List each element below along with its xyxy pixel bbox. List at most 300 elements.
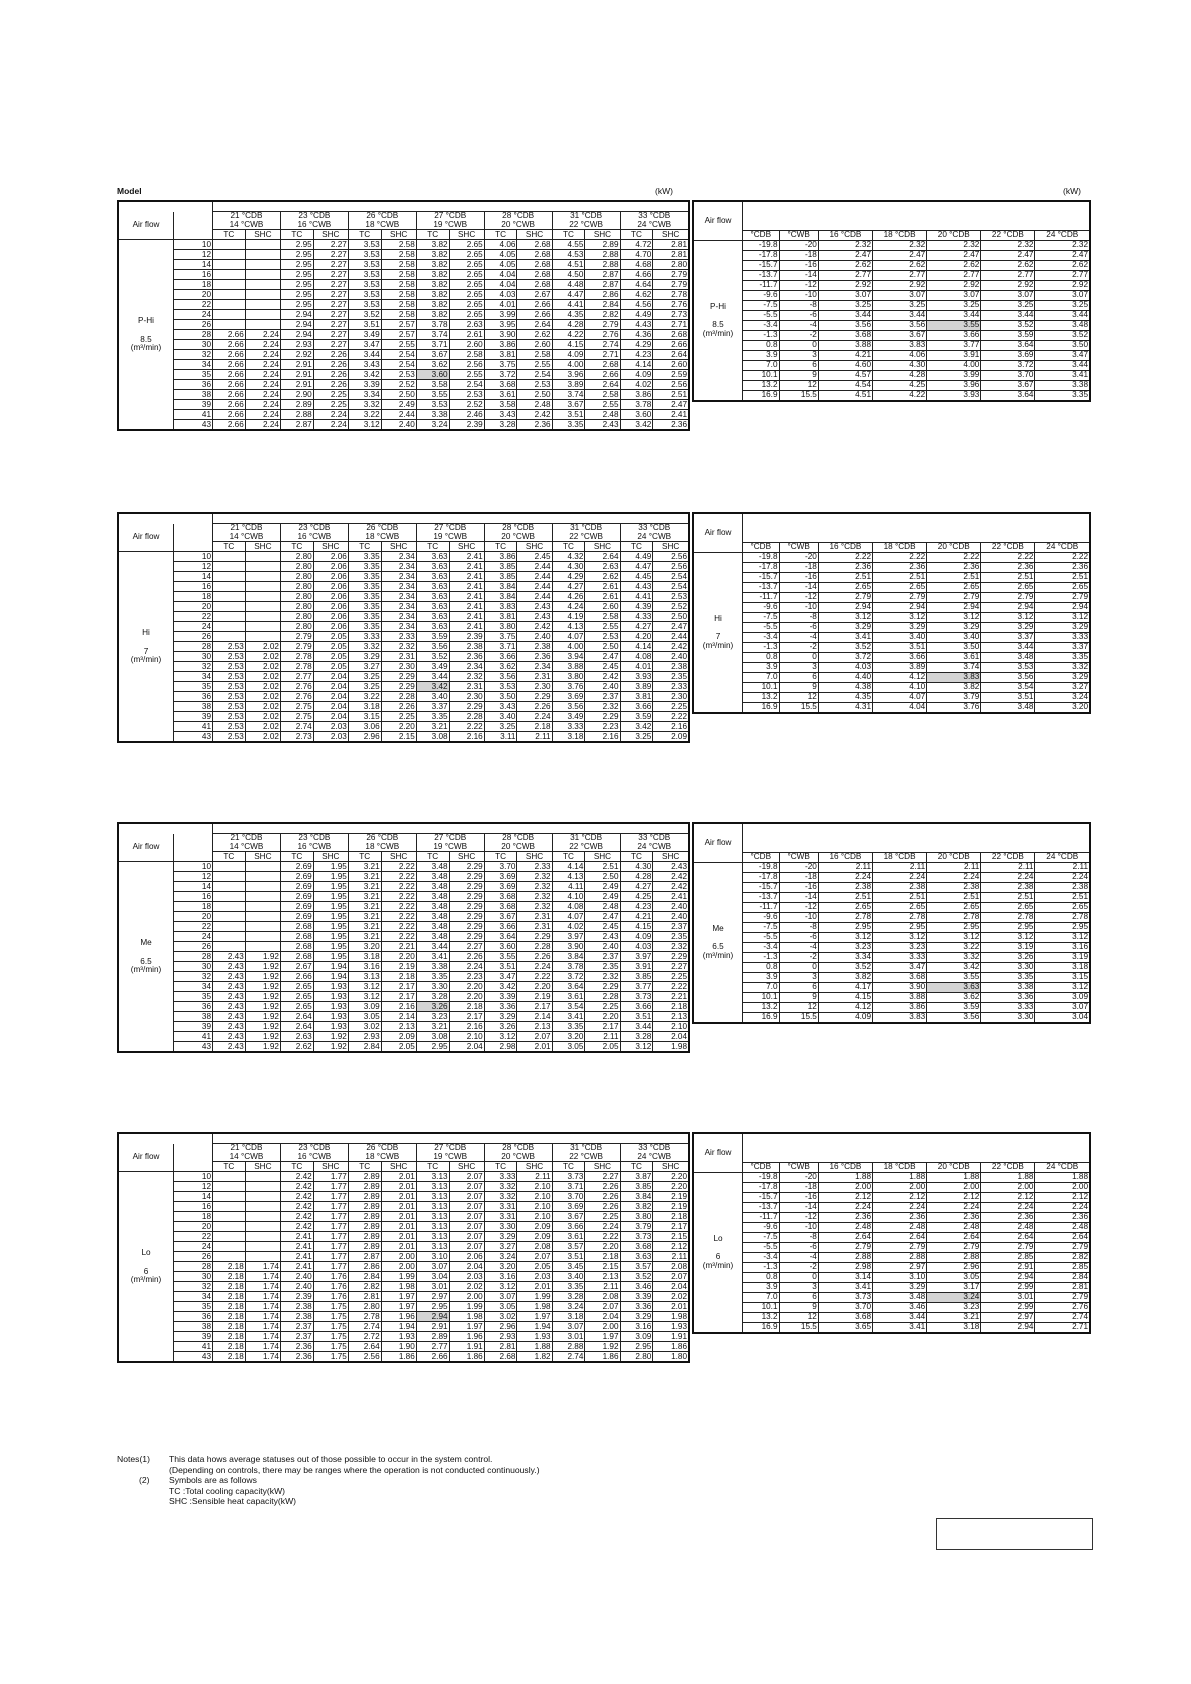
cool-value: 4.09 [552,350,585,360]
cool-value: 2.24 [585,1222,620,1232]
heat-value: 2.94 [1035,603,1090,613]
cool-value: 3.73 [620,1232,653,1242]
cool-value: 2.34 [381,552,416,562]
cool-value: 3.67 [552,1212,585,1222]
cool-value: 2.26 [585,1182,620,1192]
cool-value: 2.80 [280,562,313,572]
heat-value: 2.64 [1035,1233,1090,1243]
cool-value: 2.30 [517,682,552,692]
cool-value: 2.78 [280,652,313,662]
cool-value: 3.86 [620,390,653,400]
heat-value: 2.47 [818,251,872,261]
cool-row [118,672,689,682]
cool-value: 2.11 [517,732,552,743]
cool-row [118,892,689,902]
heat-value: 2.77 [927,271,981,281]
cool-value: 2.66 [213,340,246,350]
heat-value: -9.6 [743,1223,780,1233]
cool-value: 2.04 [313,702,348,712]
heat-value: -12 [779,593,818,603]
heat-value: 9 [779,1303,818,1313]
heat-value: 1.88 [873,1173,927,1183]
heat-row [693,573,1090,583]
outdoor-temp: 18 [174,592,213,602]
cool-value: 2.02 [245,712,280,722]
cool-value: 2.64 [280,1012,313,1022]
cool-value: 2.24 [313,410,348,420]
cool-value: 2.73 [653,310,689,320]
cool-row [118,240,689,250]
cool-value: 1.95 [313,862,348,872]
cool-value: 2.16 [653,722,689,732]
cool-value: 3.66 [484,652,517,662]
cool-value: 2.29 [449,702,484,712]
heat-value: 10.1 [743,683,780,693]
heat-value: 2.32 [981,241,1035,251]
cool-value: 2.32 [381,642,416,652]
cool-value: 2.30 [381,662,416,672]
cool-value: 1.93 [381,1332,416,1342]
cool-value: 2.29 [449,932,484,942]
heat-row [693,643,1090,653]
heat-value: 3.83 [927,673,981,683]
cool-value: 2.88 [280,410,313,420]
outdoor-temp: 43 [174,1042,213,1053]
cool-value: 4.05 [484,250,517,260]
cool-value: 2.18 [449,1002,484,1012]
cool-value: 2.41 [653,410,689,420]
cool-value [213,632,246,642]
heat-row [693,693,1090,703]
cool-value: 2.36 [653,420,689,431]
cool-value: 2.80 [280,552,313,562]
cool-value: 2.52 [449,400,484,410]
cool-value: 3.34 [348,390,381,400]
cool-value: 2.53 [213,642,246,652]
heat-row [693,1183,1090,1193]
heat-value: 3.55 [927,973,981,983]
cool-value: 2.56 [653,380,689,390]
cool-row [118,1032,689,1042]
cool-value: 2.43 [213,1012,246,1022]
cool-value: 2.89 [585,240,620,250]
heat-value: 2.24 [1035,873,1090,883]
cool-value: 4.72 [620,240,653,250]
cool-value: 2.04 [313,712,348,722]
cool-value: 2.54 [653,572,689,582]
cool-value: 3.72 [484,370,517,380]
cool-value: 4.41 [620,592,653,602]
cool-value: 2.04 [449,1262,484,1272]
heat-value: 3.62 [927,993,981,1003]
cool-value: 2.75 [280,702,313,712]
cool-value: 2.32 [449,672,484,682]
heat-value: 3.59 [981,331,1035,341]
cool-value: 2.01 [653,1302,689,1312]
cool-value: 3.24 [416,420,449,431]
cool-value: 2.41 [280,1242,313,1252]
heat-value: 3.48 [1035,321,1090,331]
cool-value: 2.29 [585,712,620,722]
heat-value: 1.88 [818,1173,872,1183]
heat-value: 3.09 [1035,993,1090,1003]
cool-value: 2.38 [449,642,484,652]
cool-value [245,592,280,602]
cool-value: 2.68 [280,932,313,942]
cool-value: 2.55 [585,400,620,410]
outdoor-temp: 35 [174,1302,213,1312]
cool-value: 2.10 [517,1212,552,1222]
heat-row [693,1293,1090,1303]
cool-value: 2.79 [280,642,313,652]
cool-value: 3.83 [484,602,517,612]
cool-value: 1.95 [313,892,348,902]
heat-value: 3.65 [818,1323,872,1334]
cool-col-header [416,524,484,542]
cool-value [213,1192,246,1202]
cool-value: 3.06 [348,722,381,732]
cool-value: 3.63 [416,572,449,582]
cool-value: 2.12 [653,1242,689,1252]
cool-value: 2.26 [381,702,416,712]
cool-value [213,552,246,562]
cool-value: 4.02 [620,380,653,390]
heat-value: 3.07 [818,291,872,301]
heat-top-blank [743,1133,1091,1163]
cool-value: 2.52 [381,380,416,390]
heat-value: 2.00 [927,1183,981,1193]
cool-value: 3.28 [416,992,449,1002]
outdoor-temp: 18 [174,280,213,290]
cool-top-blank [213,823,690,834]
heat-value: -14 [779,583,818,593]
cool-value: 2.43 [213,962,246,972]
heat-value: 3.19 [1035,953,1090,963]
cool-value: 3.72 [552,972,585,982]
cool-col-header [213,524,281,542]
cool-value: 2.37 [585,692,620,702]
cool-value: 2.87 [348,1252,381,1262]
heat-value: 2.79 [1035,1243,1090,1253]
heat-value: 3.52 [818,963,872,973]
cool-value: 3.44 [348,350,381,360]
cool-value: 3.57 [552,1242,585,1252]
heat-col-header: °CWB [779,1163,818,1173]
cool-cwb: 16 °CWB [297,841,332,851]
cool-value: 1.77 [313,1232,348,1242]
cool-value: 4.03 [484,290,517,300]
cool-value: 2.06 [313,582,348,592]
cool-value: 3.22 [348,410,381,420]
cool-value: 3.35 [552,420,585,431]
cool-value: 2.80 [348,1302,381,1312]
cool-value: 2.38 [653,662,689,672]
cool-value: 2.07 [517,1252,552,1262]
cool-row [118,972,689,982]
mode-label: Hi [142,628,150,638]
heat-value: -1.3 [743,1263,780,1273]
cool-value: 3.32 [348,400,381,410]
heat-row [693,331,1090,341]
heat-flow-unit: (m³/min) [702,640,734,650]
tc-header: TC [552,1162,585,1172]
heat-col-header: 18 °CDB [873,543,927,553]
cool-value: 3.25 [484,722,517,732]
heat-value: 3.23 [927,1303,981,1313]
flow-value: 6.5 [140,956,152,966]
cool-value: 2.40 [585,942,620,952]
cool-value: 1.95 [313,922,348,932]
cool-value: 3.32 [484,1192,517,1202]
cool-value: 2.47 [585,912,620,922]
cool-value: 2.27 [653,962,689,972]
heat-value: 2.77 [981,271,1035,281]
heat-col-header: 18 °CDB [873,853,927,863]
outdoor-temp: 41 [174,1032,213,1042]
cool-value: 2.42 [280,1222,313,1232]
heat-value: 2.12 [1035,1193,1090,1203]
heat-value: 2.38 [927,883,981,893]
heat-col-header: 20 °CDB [927,853,981,863]
cool-value: 2.24 [449,962,484,972]
cool-value: 2.37 [280,1332,313,1342]
tc-header: TC [280,1162,313,1172]
cool-value: 2.94 [280,320,313,330]
cool-value: 3.43 [484,702,517,712]
cool-value: 2.43 [585,932,620,942]
cool-value: 2.36 [280,1342,313,1352]
cool-value [245,250,280,260]
heat-value: -11.7 [743,281,780,291]
cool-value: 3.12 [348,420,381,431]
cool-value: 3.13 [348,972,381,982]
heat-value: 3.18 [1035,963,1090,973]
cool-value: 2.05 [313,662,348,672]
shc-header: SHC [449,230,484,240]
cool-value: 2.95 [280,280,313,290]
cool-value: 3.95 [484,320,517,330]
heat-value: 3.27 [1035,683,1090,693]
heat-value: 3.86 [873,1003,927,1013]
cool-value: 2.40 [280,1282,313,1292]
cool-value: 3.66 [620,702,653,712]
cool-value: 1.80 [653,1352,689,1363]
cool-col-header [552,524,620,542]
tc-header: TC [416,542,449,552]
heat-row [693,553,1090,563]
heat-value: 6 [779,673,818,683]
cool-row [118,1172,689,1182]
cool-cwb: 24 °CWB [637,531,672,541]
cool-value: 3.37 [416,702,449,712]
cool-value: 2.41 [449,582,484,592]
heat-value: 3.82 [818,973,872,983]
heat-value: -9.6 [743,913,780,923]
cool-value: 2.19 [653,1192,689,1202]
cool-value: 3.30 [484,1222,517,1232]
heat-col-header: °CWB [779,231,818,241]
tc-header: TC [620,230,653,240]
cool-value: 2.68 [653,330,689,340]
cool-cwb: 24 °CWB [637,219,672,229]
cool-value: 3.85 [620,1182,653,1192]
cool-value: 2.44 [517,582,552,592]
outdoor-temp: 30 [174,962,213,972]
cool-value: 2.34 [381,602,416,612]
heat-value: -15.7 [743,1193,780,1203]
cool-value: 2.27 [313,340,348,350]
heating-table-p-hi [692,200,1091,402]
cool-row [118,290,689,300]
heat-value: 3.76 [927,703,981,714]
outdoor-temp: 16 [174,270,213,280]
cool-value: 3.20 [348,942,381,952]
cool-value [213,862,246,872]
cool-cdb: 21 °CDB [230,833,263,842]
heat-value: 2.51 [981,893,1035,903]
cool-value: 1.75 [313,1332,348,1342]
shc-header: SHC [245,852,280,862]
cool-value: 2.38 [280,1302,313,1312]
heat-value: 0 [779,1273,818,1283]
cool-value: 2.11 [585,1282,620,1292]
cool-value: 3.97 [552,932,585,942]
heat-value: 3.37 [1035,643,1090,653]
heat-value: 4.28 [873,371,927,381]
cool-value: 2.69 [280,872,313,882]
cool-value: 2.87 [585,270,620,280]
cool-value: 2.04 [313,682,348,692]
heat-row [693,923,1090,933]
heat-col-header: 24 °CDB [1035,543,1090,553]
cool-value: 2.82 [348,1282,381,1292]
cool-value: 1.99 [381,1272,416,1282]
cool-row [118,1262,689,1272]
heat-top-blank [743,823,1091,853]
cool-value: 1.74 [245,1322,280,1332]
cool-value: 2.98 [484,1042,517,1053]
outdoor-temp: 16 [174,892,213,902]
cool-value: 3.40 [484,712,517,722]
cool-value: 2.79 [653,280,689,290]
cool-value: 4.48 [552,280,585,290]
cool-value: 2.27 [313,290,348,300]
heat-value: -17.8 [743,873,780,883]
cool-value: 3.23 [416,1012,449,1022]
cool-value: 2.91 [280,360,313,370]
cool-value: 3.84 [484,592,517,602]
cool-value: 2.53 [213,652,246,662]
outdoor-temp: 24 [174,622,213,632]
heat-value: 3.17 [927,1283,981,1293]
cool-value: 3.80 [552,672,585,682]
cool-cwb: 22 °CWB [569,531,603,541]
cool-value: 2.07 [449,1232,484,1242]
cool-value: 2.18 [213,1262,246,1272]
flow-unit: (m³/min) [130,1274,162,1284]
shc-header: SHC [585,542,620,552]
heat-value: 13.2 [743,1003,780,1013]
cool-value: 3.31 [484,1212,517,1222]
cool-value: 4.68 [620,260,653,270]
heat-value: 3.69 [981,351,1035,361]
heat-value: 2.84 [1035,1273,1090,1283]
cool-value: 2.43 [213,1022,246,1032]
cool-value: 3.36 [620,1302,653,1312]
cool-row [118,862,689,872]
cool-value: 4.25 [620,892,653,902]
heat-col-header: °CDB [743,853,780,863]
heat-value: 3 [779,663,818,673]
cool-value: 4.70 [620,250,653,260]
heat-value: 2.24 [927,873,981,883]
heat-value: 3.12 [927,933,981,943]
outdoor-temp: 39 [174,400,213,410]
outdoor-temp: 30 [174,1272,213,1282]
cool-cwb: 19 °CWB [433,841,468,851]
cool-value: 1.75 [313,1322,348,1332]
cool-value: 3.10 [416,1252,449,1262]
cool-value: 2.66 [280,972,313,982]
cool-value: 2.17 [381,992,416,1002]
tc-header: TC [348,1162,381,1172]
heat-flow-value: 6 [715,1252,721,1262]
cool-value: 3.39 [484,992,517,1002]
cool-value: 3.21 [348,912,381,922]
heat-value: 2.65 [981,583,1035,593]
cool-value: 2.07 [653,1272,689,1282]
cool-value: 2.36 [449,652,484,662]
cool-value: 3.60 [484,942,517,952]
cool-value: 4.04 [484,270,517,280]
cool-value: 2.50 [585,872,620,882]
cool-value: 2.82 [585,310,620,320]
cool-value: 2.34 [517,662,552,672]
cool-value: 4.24 [552,602,585,612]
cool-value: 2.53 [213,682,246,692]
heat-value: 3.99 [927,371,981,381]
cool-value: 2.59 [653,370,689,380]
cool-value: 2.58 [381,310,416,320]
cool-row [118,662,689,672]
heat-value: 2.51 [1035,893,1090,903]
heat-value: 13.2 [743,381,780,391]
air-flow-header: Air flow [118,212,174,240]
cool-value: 2.00 [381,1262,416,1272]
cool-value: 3.50 [484,692,517,702]
cool-value [245,862,280,872]
heat-value: 3.25 [1035,301,1090,311]
cool-value: 3.35 [552,1022,585,1032]
cool-value: 3.44 [416,942,449,952]
cool-value: 2.15 [653,1232,689,1242]
heat-row [693,673,1090,683]
heat-value: 2.78 [873,913,927,923]
heat-value: -3.4 [743,633,780,643]
cool-value: 3.35 [348,622,381,632]
cool-value: 2.68 [280,952,313,962]
heat-value: 1.88 [927,1173,981,1183]
cool-value: 2.56 [653,552,689,562]
cool-value: 2.81 [484,1342,517,1352]
cool-cwb: 18 °CWB [365,219,400,229]
cool-value: 2.14 [517,1012,552,1022]
note1-text: This data hows average statuses out of those possible to occur in the system control. [169,1454,493,1464]
heat-row [693,653,1090,663]
cool-value: 2.40 [280,1272,313,1282]
heat-value: 3.12 [1035,933,1090,943]
shc-header: SHC [585,852,620,862]
